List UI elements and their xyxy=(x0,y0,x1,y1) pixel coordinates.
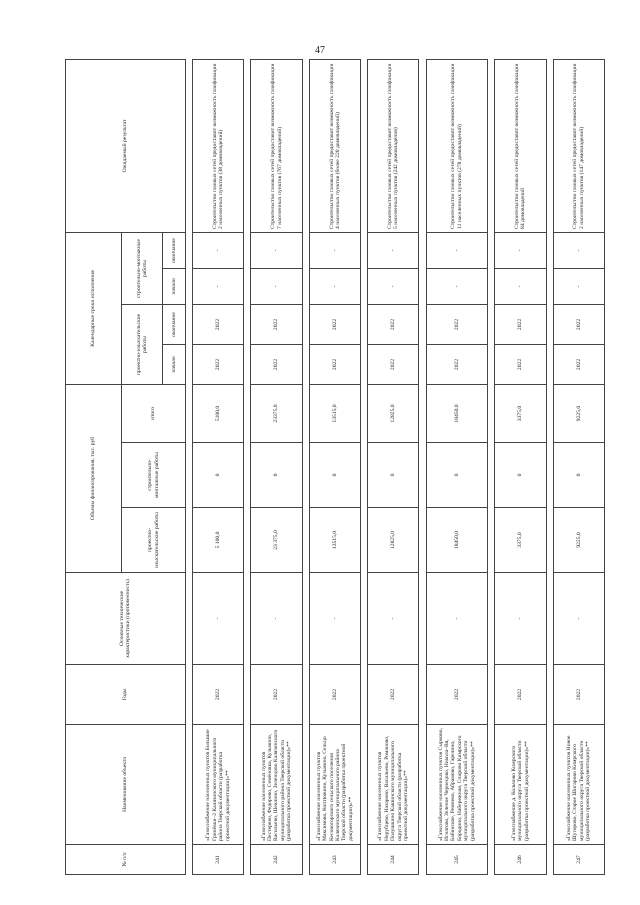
row-name: «Газоснабжение населенных пунктов Максимово, Коптюжино, Кузьмино, Сельцо Кесовогорского сельского поселения Калязинского муниципального района Тверской области (разработка проектной документации)»** xyxy=(309,725,360,845)
header-design-works: проектно-изыскательские работы xyxy=(122,508,186,573)
row-design-end: 2022 xyxy=(553,304,604,344)
row-num: 243 xyxy=(309,845,360,875)
header-construction-start: начало xyxy=(163,268,186,304)
row-year: 2022 xyxy=(193,665,244,725)
row-design-start: 2022 xyxy=(251,344,302,384)
header-cal-construction: строительно-монтажные работы xyxy=(122,232,163,304)
table-row xyxy=(251,59,302,874)
row-design: 18450,0 xyxy=(426,508,487,573)
row-construction-end: - xyxy=(309,232,360,268)
row-construction-end: - xyxy=(553,232,604,268)
row-year: 2022 xyxy=(368,665,419,725)
row-num: 245 xyxy=(426,845,487,875)
row-construction-end: - xyxy=(193,232,244,268)
table-row xyxy=(193,59,244,874)
header-total: итого xyxy=(122,384,186,442)
row-construction-end: - xyxy=(426,232,487,268)
row-result: Строительство газовых сетей предоставит возможность газификации 84 домовладений xyxy=(495,59,546,232)
table-row xyxy=(309,59,360,874)
row-construction-end: - xyxy=(251,232,302,268)
row-result: Строительство газовых сетей предоставит возможность газификации 5 населенных пунктов (242 домовладения) xyxy=(368,59,419,232)
row-construction-start: - xyxy=(495,268,546,304)
rotated-table-container xyxy=(65,60,605,875)
row-total: 3375,0 xyxy=(495,384,546,442)
header-design-start: начало xyxy=(163,344,186,384)
header-finance: Объемы финансирования, тыс. руб xyxy=(66,384,122,572)
row-year: 2022 xyxy=(495,665,546,725)
row-name: «Газоснабжение населенных пунктов Пестерево, Федорово, Семёновка, Кузьмино, Васильево, Шевлино, Зеленцово Калязинского муниципального района Тверской области (разработка проектной документации)»** xyxy=(251,725,302,845)
header-tech: Основные технические характеристики (протяженность) xyxy=(66,573,186,665)
row-construction-end: - xyxy=(368,232,419,268)
row-tech: - xyxy=(309,573,360,665)
row-design: 9225,0 xyxy=(553,508,604,573)
row-construction-start: - xyxy=(193,268,244,304)
row-tech: - xyxy=(251,573,302,665)
row-design-end: 2022 xyxy=(426,304,487,344)
row-construction-start: - xyxy=(553,268,604,304)
table-row xyxy=(426,59,487,874)
row-construction: 0 xyxy=(553,443,604,508)
row-year: 2022 xyxy=(553,665,604,725)
row-design-start: 2022 xyxy=(495,344,546,384)
row-name: «Газоснабжение населенных пунктов Новое Шугорово, Старое Шигарово Кимрского муниципального округа Тверской области (разработка проектной документации)»** xyxy=(553,725,604,845)
row-year: 2022 xyxy=(251,665,302,725)
row-construction: 0 xyxy=(426,443,487,508)
row-construction: 0 xyxy=(193,443,244,508)
row-design-end: 2022 xyxy=(368,304,419,344)
row-num: 244 xyxy=(368,845,419,875)
header-calendar: Календарные сроки исполнения xyxy=(66,232,122,384)
row-design-start: 2022 xyxy=(553,344,604,384)
row-num: 247 xyxy=(553,845,604,875)
program-table xyxy=(65,59,605,875)
row-design-end: 2022 xyxy=(495,304,546,344)
row-name: «Газоснабжение д. Кольчово Кимрского муниципального округа Тверской области (разработка проектной документации)»** xyxy=(495,725,546,845)
row-construction-start: - xyxy=(368,268,419,304)
table-row xyxy=(553,59,604,874)
row-design: 12825,0 xyxy=(368,508,419,573)
header-result: Ожидаемый результат xyxy=(66,59,186,232)
row-result: Строительство газовых сетей предоставит возможность газификации 2 населенных пунктов (147 домовладений) xyxy=(553,59,604,232)
row-year: 2022 xyxy=(309,665,360,725)
row-tech: - xyxy=(495,573,546,665)
row-total: 13515,0 xyxy=(309,384,360,442)
row-construction-start: - xyxy=(426,268,487,304)
row-result: Строительство газовых сетей предоставит возможность газификации 4 населенных пунктов (более 220 домовладений) xyxy=(309,59,360,232)
row-design-start: 2022 xyxy=(309,344,360,384)
row-tech: - xyxy=(368,573,419,665)
row-design-start: 2022 xyxy=(426,344,487,384)
table-row xyxy=(495,59,546,874)
row-construction-end: - xyxy=(495,232,546,268)
row-design: 3375,0 xyxy=(495,508,546,573)
header-design-end: окончание xyxy=(163,304,186,344)
row-design-end: 2022 xyxy=(309,304,360,344)
row-name: «Газоснабжение населенных пунктов Сырково, Игнатово, Зеленое Чернецово, Никола–Вя, Бабинское, Ремнево, Абрамово, Гарелино, Бородино, Набережная, Спирово Кимрского муниципального округа Тверской области (разработка проектной документации)»** xyxy=(426,725,487,845)
row-design: 23 375,0 xyxy=(251,508,302,573)
row-total: 5100,0 xyxy=(193,384,244,442)
row-construction: 0 xyxy=(309,443,360,508)
row-tech: - xyxy=(193,573,244,665)
row-num: 242 xyxy=(251,845,302,875)
row-num: 241 xyxy=(193,845,244,875)
row-num: 246 xyxy=(495,845,546,875)
row-name: «Газоснабжение населенных пунктов Большие Гринёвки–2 Калязинского муниципального района Тверской области (разработка проектной документации)»** xyxy=(193,725,244,845)
header-construction-works: строительно-монтажные работы xyxy=(122,443,186,508)
row-total: 18450,0 xyxy=(426,384,487,442)
row-total: 9225,0 xyxy=(553,384,604,442)
row-total: 12825,0 xyxy=(368,384,419,442)
header-years: Годы xyxy=(66,665,186,725)
header-name: Наименование объекта xyxy=(66,725,186,845)
row-design-end: 2022 xyxy=(193,304,244,344)
page-number: 47 xyxy=(315,45,325,56)
row-design-start: 2022 xyxy=(193,344,244,384)
row-construction: 0 xyxy=(251,443,302,508)
header-num: № п/п xyxy=(66,845,186,875)
row-year: 2022 xyxy=(426,665,487,725)
table-row xyxy=(368,59,419,874)
row-tech: - xyxy=(426,573,487,665)
header-construction-end: окончание xyxy=(163,232,186,268)
header-cal-design: проектно-изыскательские работы xyxy=(122,304,163,384)
row-design-end: 2022 xyxy=(251,304,302,344)
row-total: 23375,0 xyxy=(251,384,302,442)
row-construction: 0 xyxy=(368,443,419,508)
row-result: Строительство газовых сетей предоставит возможность газификации 11 населенных пунктов (278 домовладений) xyxy=(426,59,487,232)
row-construction-start: - xyxy=(251,268,302,304)
row-result: Строительство газовых сетей предоставит возможность газификации 2 населенных пунктов (38 домовладений) xyxy=(193,59,244,232)
row-construction-start: - xyxy=(309,268,360,304)
row-design: 5 100,0 xyxy=(193,508,244,573)
row-design: 13515,0 xyxy=(309,508,360,573)
row-design-start: 2022 xyxy=(368,344,419,384)
row-result: Строительство газовых сетей предоставит возможность газификации 7 населенных пунктов (767 домовладений) xyxy=(251,59,302,232)
row-construction: 0 xyxy=(495,443,546,508)
row-tech: - xyxy=(553,573,604,665)
row-name: «Газоснабжение населенных пунктов Нерубцево, Назарово, Васильево, Романово, Полушкино Кашинского муниципального округа Тверской области (разработка проектной документации)»** xyxy=(368,725,419,845)
